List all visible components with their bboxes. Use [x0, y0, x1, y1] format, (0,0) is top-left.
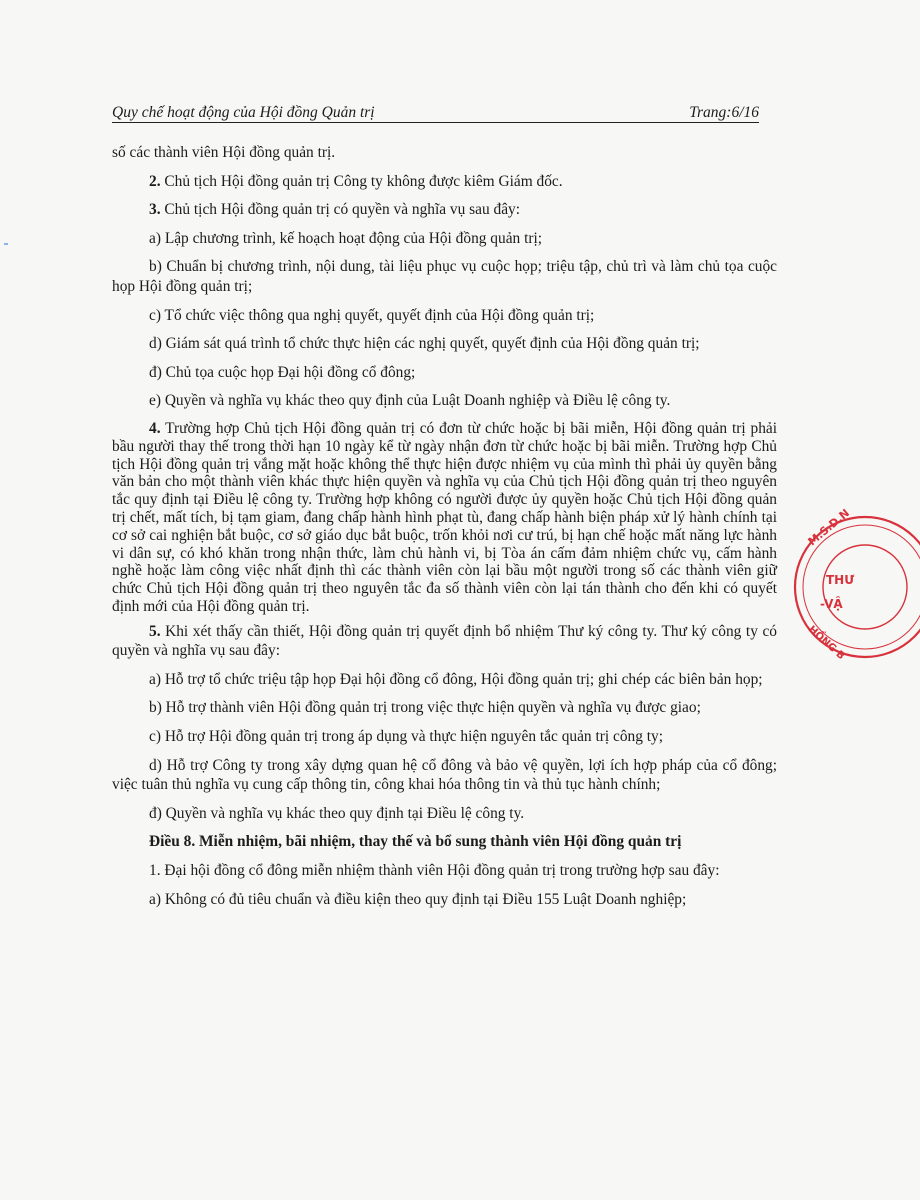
seal-text-low: -VẬ: [820, 597, 843, 611]
document-body: [112, 143, 777, 918]
company-seal: [790, 506, 920, 663]
list-item: e) Quyền và nghĩa vụ khác theo quy định của Luật Doanh nghiệp và Điều lệ công ty.: [149, 392, 671, 410]
article-heading: Điều 8. Miễn nhiệm, bãi nhiệm, thay thế và bổ sung thành viên Hội đồng quản trị: [149, 833, 682, 851]
list-item: đ) Chủ tọa cuộc họp Đại hội đồng cổ đông;: [149, 363, 416, 381]
list-item: c) Tổ chức việc thông qua nghị quyết, quyết định của Hội đồng quản trị;: [149, 306, 595, 324]
list-item: c) Hỗ trợ Hội đồng quản trị trong áp dụng và thực hiện nguyên tắc quản trị công ty;: [149, 728, 664, 746]
list-item: d) Hỗ trợ Công ty trong xây dựng quan hệ cổ đông và bảo vệ quyền, lợi ích hợp pháp của cổ đông; việc tuân thủ nghĩa vụ cung cấp thông tin, công khai hóa thông tin và thủ tục hành chính;: [112, 756, 777, 794]
list-item: d) Giám sát quá trình tổ chức thực hiện các nghị quyết, quyết định của Hội đồng quản trị;: [149, 335, 700, 353]
list-item: b) Hỗ trợ thành viên Hội đồng quản trị trong việc thực hiện quyền và nghĩa vụ được giao;: [149, 699, 701, 717]
page-number: Trang:6/16: [689, 104, 759, 121]
list-item: a) Lập chương trình, kế hoạch hoạt động của Hội đồng quản trị;: [149, 229, 543, 247]
document-title: Quy chế hoạt động của Hội đồng Quản trị: [112, 104, 375, 121]
list-item: đ) Quyền và nghĩa vụ khác theo quy định tại Điều lệ công ty.: [149, 804, 525, 822]
paragraph: 1. Đại hội đồng cổ đông miễn nhiệm thành viên Hội đồng quản trị trong trường hợp sau đây:: [149, 862, 720, 880]
paragraph: số các thành viên Hội đồng quản trị.: [112, 144, 336, 161]
seal-text-mid: THƯ: [826, 573, 855, 587]
seal-text-top: M.S.D.N: [805, 506, 853, 549]
list-item: a) Hỗ trợ tổ chức triệu tập họp Đại hội đồng cổ đông, Hội đồng quản trị; ghi chép các biên bản họp;: [149, 670, 763, 688]
margin-mark: [4, 243, 8, 245]
list-item: a) Không có đủ tiêu chuẩn và điều kiện theo quy định tại Điều 155 Luật Doanh nghiệp;: [149, 890, 687, 908]
paragraph: 5. Khi xét thấy cần thiết, Hội đồng quản trị quyết định bổ nhiệm Thư ký công ty. Thư ký công ty có quyền và nghĩa vụ sau đây:: [112, 622, 777, 660]
seal-text-bottom: HỒNG B: [805, 624, 847, 663]
paragraph: 3. Chủ tịch Hội đồng quản trị có quyền và nghĩa vụ sau đây:: [149, 201, 521, 219]
page-header: [112, 104, 759, 123]
paragraph: 2. Chủ tịch Hội đồng quản trị Công ty không được kiêm Giám đốc.: [149, 172, 563, 190]
paragraph: 4. Trường hợp Chủ tịch Hội đồng quản trị có đơn từ chức hoặc bị bãi miễn, Hội đồng quản trị phải bầu người thay thế trong thời hạn 10 ngày kể từ ngày nhận đơn từ chức hoặc bị bãi miễn. Trường hợp Chủ tịch Hội đồng quản trị vắng mặt hoặc không thể thực hiện được nhiệm vụ của mình thì phải ủy quyền bằng văn bản cho một thành viên khác thực hiện quyền và nghĩa vụ của Chủ tịch Hội đồng quản trị theo nguyên tắc quy định tại Điều lệ công ty. Trường hợp không có người được ủy quyền hoặc Chủ tịch Hội đồng quản trị chết, mất tích, bị tạm giam, đang chấp hành hình phạt tù, đang chấp hành biện pháp xử lý hành chính tại cơ sở cai nghiện bắt buộc, cơ sở giáo dục bắt buộc, trốn khỏi nơi cư trú, bị hạn chế hoặc mất năng lực hành vi dân sự, có khó khăn trong nhận thức, làm chủ hành vi, bị Tòa án cấm đảm nhiệm chức vụ, cấm hành nghề hoặc làm công việc nhất định thì các thành viên còn lại bầu một người trong số các thành viên giữ chức Chủ tịch Hội đồng quản trị theo nguyên tắc đa số thành viên còn lại tán thành cho đến khi có quyết định mới của Hội đồng quản trị.: [112, 419, 777, 615]
list-item: b) Chuẩn bị chương trình, nội dung, tài liệu phục vụ cuộc họp; triệu tập, chủ trì và làm chủ tọa cuộc họp Hội đồng quản trị;: [112, 258, 777, 295]
